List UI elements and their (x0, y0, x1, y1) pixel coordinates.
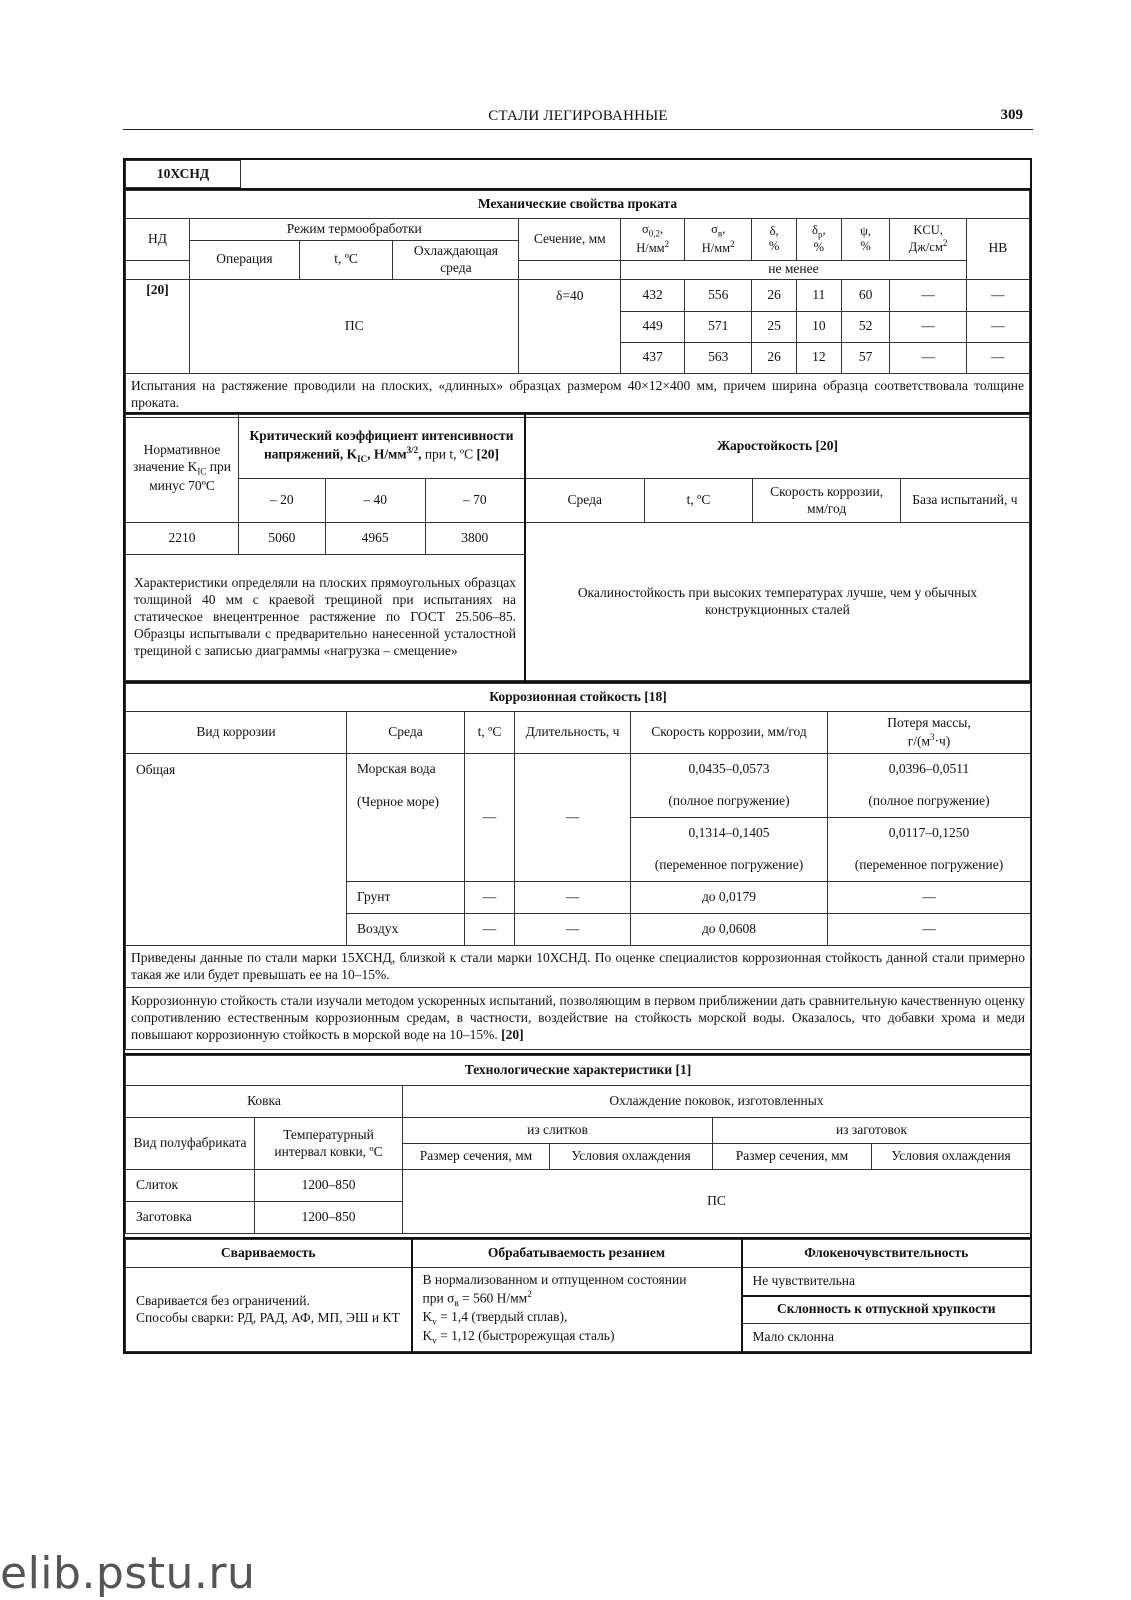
tech-row-name: Слиток (126, 1170, 255, 1202)
table-cell: 449 (621, 311, 685, 342)
cut-title: Обрабатываемость резанием (412, 1240, 742, 1268)
corr-note-1: Приведены данные по стали марки 15ХСНД, близкой к стали марки 10ХСНД. По оценке специалистов коррозионная стойкость данной стали примерно такая же или будет превышать ее на 10–15%. (126, 946, 1031, 988)
col-psi: ψ, % (841, 219, 890, 261)
heat-title: Жаростойкость [20] (525, 415, 1030, 479)
kic-value: 5060 (238, 523, 325, 555)
mech-mode: ПС (190, 279, 519, 373)
corr-air: Воздух (347, 914, 465, 946)
corr-title: Коррозионная стойкость [18] (126, 684, 1031, 712)
col-sv: $\sigma_в$, $Н/мм^2$ (685, 219, 752, 261)
tech-from-ingots: из слитков (403, 1118, 713, 1144)
table-cell: (полное погружение) (828, 786, 1031, 818)
table-cell: — (465, 882, 515, 914)
mech-title: Механические свойства проката (126, 191, 1030, 219)
bottom-section (123, 1237, 1032, 1354)
corr-note-2: Коррозионную стойкость стали изучали методом ускоренных испытаний, позволяющим в первом приближении дать сравнительную качественную оценку сопротивлению естественным коррозионным средам, в частности, воздействие на стойкость морской воды. Оказалось, что добавки хрома и меди повышают коррозионную стойкость в морской воде на 10–15%. [20] (126, 988, 1031, 1050)
heat-col: Среда (525, 479, 644, 523)
corr-soil: Грунт (347, 882, 465, 914)
mech-section (123, 188, 1032, 414)
corr-col: Скорость коррозии, мм/год (631, 712, 828, 754)
tech-size: Размер сечения, мм (713, 1144, 872, 1170)
table-cell: 60 (841, 279, 890, 311)
running-header (123, 107, 1033, 130)
table-cell: 432 (621, 279, 685, 311)
corr-sea: Морская вода (347, 754, 465, 786)
col-kcu: KCU, $Дж/см^2$ (890, 219, 966, 261)
heat-note: Окалиностойкость при высоких температурах лучше, чем у обычных конструкционных сталей (525, 523, 1030, 681)
kic-value: 3800 (425, 523, 525, 555)
col-deltar: $\delta_р$, % (796, 219, 841, 261)
corrosion-section (123, 681, 1032, 1055)
cut-text: В нормализованном и отпущенном состоянии при $\sigma_в = 560$ $Н/мм^2$ $K_v = 1,4$ (твердый сплав), $K_v = 1,12$ (быстрорежущая сталь) (412, 1268, 742, 1352)
kic-norm-value: 2210 (126, 523, 239, 555)
tech-ps: ПС (403, 1170, 1031, 1234)
table-cell: — (966, 279, 1029, 311)
not-less-label: не менее (621, 260, 967, 279)
kic-title: Критический коэффициент интенсивности напряжений, $K_{IC}$, $Н/мм^{3/2}$, при t, ºС [20] (238, 415, 525, 479)
table-cell: 0,0117–0,1250 (828, 818, 1031, 850)
col-op: Операция (190, 240, 300, 279)
kic-norm-label: Нормативное значение $K_{IC}$ при минус 70ºС (126, 415, 239, 523)
kic-value: 4965 (325, 523, 425, 555)
tech-row-name: Заготовка (126, 1202, 255, 1234)
corr-sea-note: (Черное море) (347, 786, 465, 882)
temper-value: Мало склонна (742, 1324, 1031, 1352)
running-title: СТАЛИ ЛЕГИРОВАННЫЕ (488, 108, 668, 124)
table-cell: 25 (752, 311, 797, 342)
table-cell: 11 (796, 279, 841, 311)
table-cell: 0,0396–0,0511 (828, 754, 1031, 786)
flake-title: Флокеночувствительность (742, 1240, 1031, 1268)
tech-cond: Условия охлаждения (872, 1144, 1031, 1170)
col-mode: Режим термообработки (190, 219, 519, 241)
table-cell: до 0,0179 (631, 882, 828, 914)
kic-note: Характеристики определяли на плоских прямоугольных образцах толщиной 40 мм с краевой трещиной при испытаниях на статическое внецентренное растяжение по ГОСТ 25.506–85. Образцы испытывали с предварительно нанесенной усталостной трещиной с записью диаграммы «нагрузка – смещение» (126, 555, 526, 681)
heat-col: Скорость коррозии, мм/год (753, 479, 900, 523)
table-cell: (полное погружение) (631, 786, 828, 818)
flake-value: Не чувствительна (742, 1268, 1031, 1296)
tech-forging: Ковка (126, 1086, 403, 1118)
col-t: t, ºС (299, 240, 393, 279)
tech-cooling: Охлаждение поковок, изготовленных (403, 1086, 1031, 1118)
col-section: Сечение, мм (519, 219, 621, 261)
table-cell: 12 (796, 342, 841, 373)
corr-col: Вид коррозии (126, 712, 347, 754)
table-cell: до 0,0608 (631, 914, 828, 946)
tech-row-range: 1200–850 (255, 1202, 403, 1234)
table-cell: 563 (685, 342, 752, 373)
weld-text: Сваривается без ограничений. Способы сварки: РД, РАД, АФ, МП, ЭШ и КТ (126, 1268, 412, 1352)
kic-heat-section (123, 412, 1032, 683)
col-nd: НД (126, 219, 190, 261)
table-cell: 52 (841, 311, 890, 342)
table-cell: — (515, 882, 631, 914)
corr-note-2-ref: [20] (501, 1026, 524, 1042)
table-cell: — (890, 279, 966, 311)
table-cell: 437 (621, 342, 685, 373)
temper-title: Склонность к отпускной хрупкости (742, 1296, 1031, 1324)
table-cell: — (828, 882, 1031, 914)
table-cell: — (465, 914, 515, 946)
page-number: 309 (1000, 107, 1023, 123)
mech-nd-ref: [20] (126, 279, 190, 373)
table-cell: — (966, 311, 1029, 342)
corr-col: Потеря массы, $г/(м^3\cdot ч)$ (828, 712, 1031, 754)
kic-temp: – 70 (425, 479, 525, 523)
tech-title: Технологические характеристики [1] (126, 1056, 1031, 1086)
table-cell: 26 (752, 342, 797, 373)
col-hb: НВ (966, 219, 1029, 280)
table-cell: 0,0435–0,0573 (631, 754, 828, 786)
table-cell: — (890, 342, 966, 373)
table-cell: 57 (841, 342, 890, 373)
corr-col: Среда (347, 712, 465, 754)
table-cell: (переменное погружение) (828, 850, 1031, 882)
tech-from-blanks: из заготовок (713, 1118, 1031, 1144)
table-cell: — (828, 914, 1031, 946)
tech-temp-range: Температурный интервал ковки, ºС (255, 1118, 403, 1170)
mech-section-value: δ=40 (519, 279, 621, 373)
heat-col: База испытаний, ч (900, 479, 1029, 523)
col-delta: δ, % (752, 219, 797, 261)
heat-col: t, ºС (644, 479, 753, 523)
table-cell: — (966, 342, 1029, 373)
tech-semi: Вид полуфабриката (126, 1118, 255, 1170)
weld-title: Свариваемость (126, 1240, 412, 1268)
corr-kind: Общая (126, 754, 347, 946)
grade-row (123, 158, 1032, 188)
col-s02: $\sigma_{0,2}$, $Н/мм^2$ (621, 219, 685, 261)
grade-name: 10ХСНД (126, 161, 241, 188)
kic-temp: – 20 (238, 479, 325, 523)
table-cell: (переменное погружение) (631, 850, 828, 882)
tech-size: Размер сечения, мм (403, 1144, 550, 1170)
table-cell: 0,1314–0,1405 (631, 818, 828, 850)
table-cell: 571 (685, 311, 752, 342)
mech-note: Испытания на растяжение проводили на плоских, «длинных» образцах размером 40×12×400 мм, причем ширина образца соответствовала толщине проката. (126, 373, 1030, 417)
tech-section (123, 1053, 1032, 1239)
table-cell: 556 (685, 279, 752, 311)
tech-cond: Условия охлаждения (550, 1144, 713, 1170)
table-cell: — (890, 311, 966, 342)
kic-temp: – 40 (325, 479, 425, 523)
table-cell: — (465, 754, 515, 882)
table-cell: 10 (796, 311, 841, 342)
col-cool: Охлаждающая среда (393, 240, 519, 279)
table-cell: — (515, 914, 631, 946)
corr-col: Длительность, ч (515, 712, 631, 754)
watermark: elib.pstu.ru (0, 1548, 256, 1599)
tech-row-range: 1200–850 (255, 1170, 403, 1202)
table-cell: — (515, 754, 631, 882)
corr-col: t, ºС (465, 712, 515, 754)
table-cell: 26 (752, 279, 797, 311)
